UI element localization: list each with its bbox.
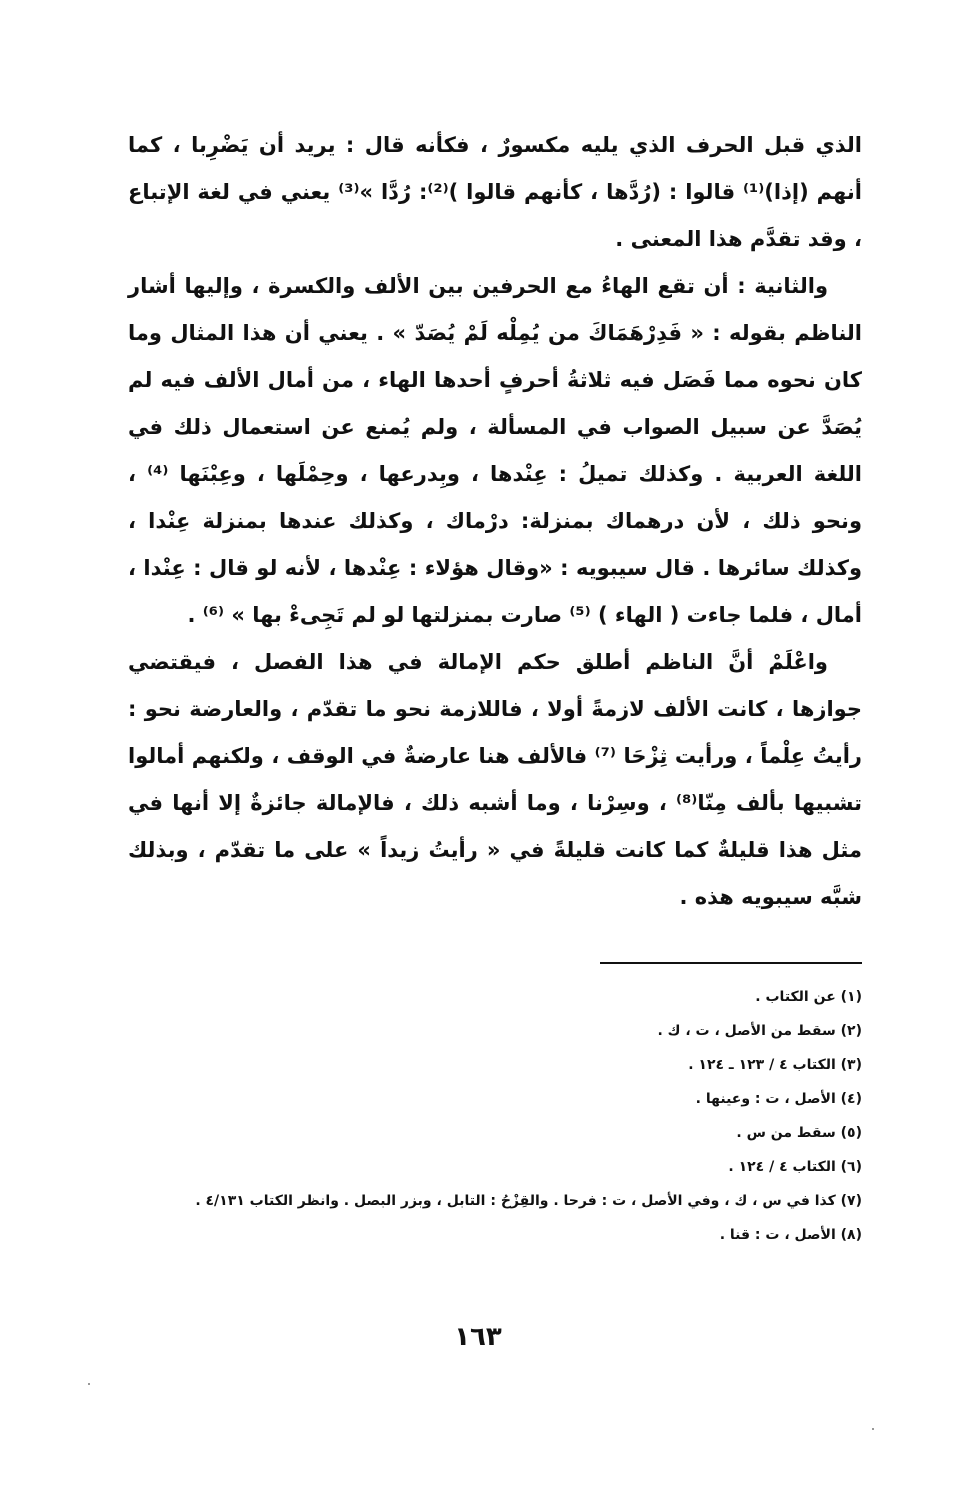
footnote-4: (٤) الأصل ، ت : وعينها . bbox=[695, 1091, 862, 1107]
page-number: ١٦٣ bbox=[454, 1322, 502, 1352]
footnotes bbox=[100, 980, 862, 1252]
footnote-separator bbox=[600, 962, 862, 964]
footnote-6: (٦) الكتاب ٤ / ١٢٤ . bbox=[728, 1159, 862, 1175]
paragraph-note: واعْلَمْ أنَّ الناظم أطلق حكم الإمالة في هذا الفصل ، فيقتضي جوازها ، كانت الألف لازمةً أولا ، فاللازمة نحو ما تقدّم ، والعارضة نحو : رأيتُ عِلْماً ، ورأيت ثِزْحَا ⁽⁷⁾ فالألف هنا عارضةٌ في الوقف ، ولكنهم أمالوا تشبيها بألف مِنّا⁽⁸⁾ ، وسِرْنا ، وما أشبه ذلك ، فالإمالة جائزةٌ إلا أنها في مثل هذا قليلةٌ كما كانت قليلةً في « رأيتُ زيداً » على ما تقدّم ، وبذلك شبَّه سيبويه هذه . bbox=[128, 650, 863, 909]
footnote-5: (٥) سقط من س . bbox=[736, 1125, 862, 1141]
footnote-1: (١) عن الكتاب . bbox=[755, 989, 862, 1005]
paragraph-continuation: الذي قبل الحرف الذي يليه مكسورٌ ، فكأنه قال : يريد أن يَضْرِبا ، كما أنهم (إذا)⁽¹⁾ قالوا : (رُدَّها ، كأنهم قالوا )⁽²⁾: رُدَّا »⁽³⁾ يعني في لغة الإتباع ، وقد تقدَّم هذا المعنى . bbox=[128, 133, 862, 251]
main-text bbox=[128, 122, 862, 921]
scan-speck bbox=[872, 1428, 874, 1430]
scan-speck bbox=[88, 1383, 90, 1385]
footnote-7: (٧) كذا في س ، ك ، وفي الأصل ، ت : فرحا . والقِزْحُ : التابل ، وبزر البصل . وانظر الكتاب ٤/١٣١ . bbox=[195, 1193, 862, 1209]
footnote-3: (٣) الكتاب ٤ / ١٢٣ ـ ١٢٤ . bbox=[688, 1057, 862, 1073]
footnote-2: (٢) سقط من الأصل ، ت ، ك . bbox=[657, 1023, 862, 1039]
paragraph-second-case: والثانية : أن تقع الهاءُ مع الحرفين بين الألف والكسرة ، وإليها أشار الناظم بقوله : « فَدِرْهَمَاكَ من يُمِلْه لَمْ يُصَدّ » . يعني أن هذا المثال وما كان نحوه مما فَصَل فيه ثلاثةُ أحرفٍ أحدها الهاء ، من أمال الألف فيه لم يُصَدَّ عن سبيل الصواب في المسألة ، ولم يُمنع عن استعمال ذلك في اللغة العربية . وكذلك تميلُ : عِنْدها ، وبِدرعها ، وحِمْلَها ، وعِبْنَها ⁽⁴⁾ ، ونحو ذلك ، لأن درهماك بمنزلة: درْماك ، وكذلك عندها بمنزلة عِنْدا ، وكذلك سائرها . قال سيبويه : «وقال هؤلاء : عِنْدها ، لأنه لو قال : عِنْدا ، أمال ، فلما جاءت ( الهاء ) ⁽⁵⁾ صارت بمنزلتها لو لم تَجِىءْ بها » ⁽⁶⁾ . bbox=[128, 274, 862, 627]
footnote-8: (٨) الأصل ، ت : قنا . bbox=[719, 1227, 862, 1243]
